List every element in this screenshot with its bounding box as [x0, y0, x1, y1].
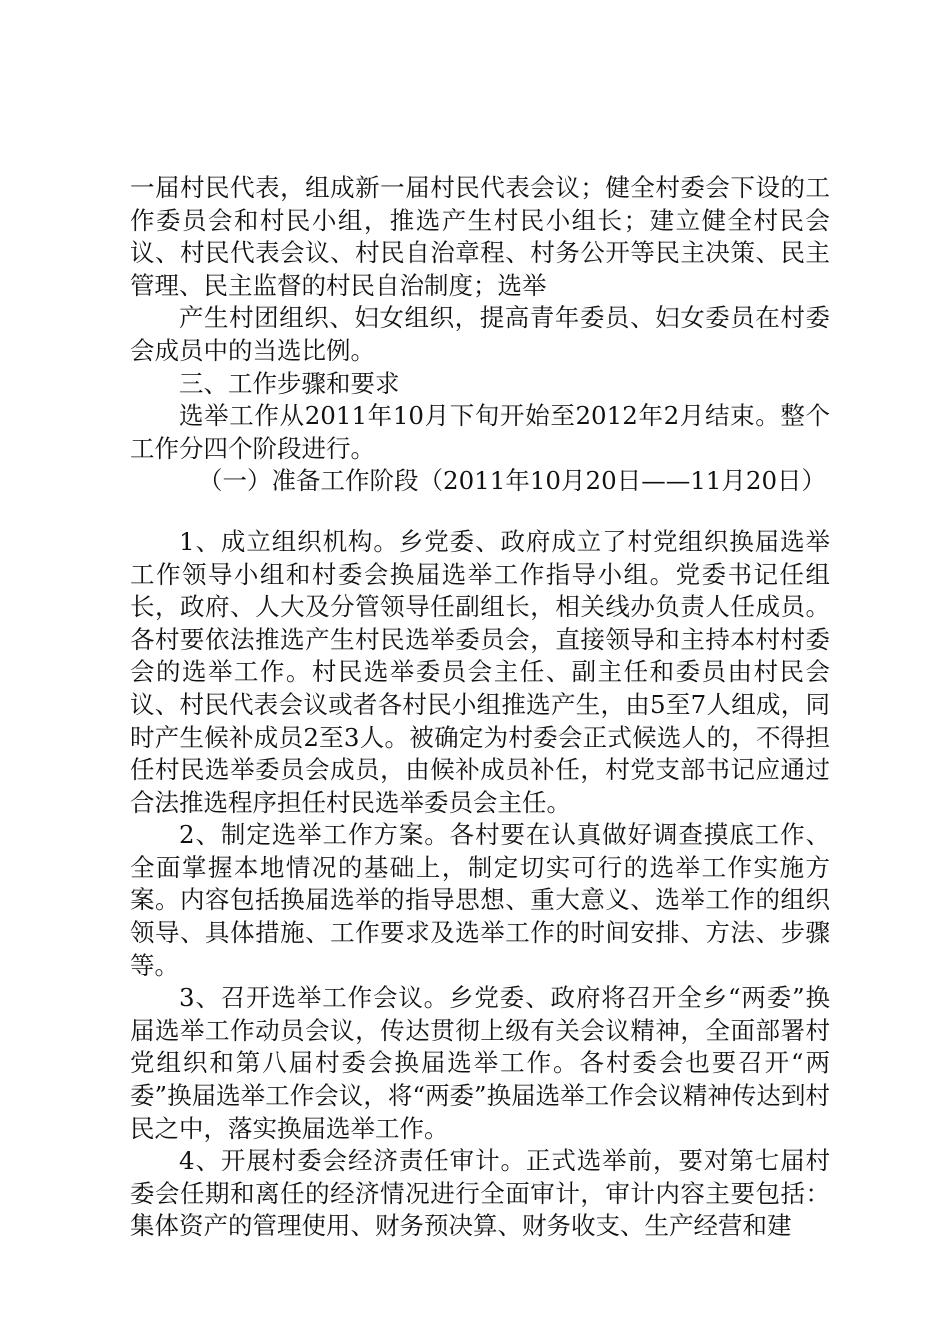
- paragraph-item-3: 3、召开选举工作会议。乡党委、政府将召开全乡“两委”换届选举工作动员会议，传达贯彻上级有关会议精神，全面部署村党组织和第八届村委会换届选举工作。各村委会也要召开“两委”换届选举工作会议，将“两委”换届选举工作会议精神传达到村民之中，落实换届选举工作。: [130, 983, 830, 1143]
- paragraph-youth-women: 产生村团组织、妇女组织，提高青年委员、妇女委员在村委会成员中的当选比例。: [130, 303, 830, 365]
- paragraph-item-1: 1、成立组织机构。乡党委、政府成立了村党组织换届选举工作领导小组和村委会换届选举工作指导小组。党委书记任组长，政府、人大及分管领导任副组长，相关线办负责人任成员。各村要依法推选产生村民选举委员会，直接领导和主持本村村委会的选举工作。村民选举委员会主任、副主任和委员由村民会议、村民代表会议或者各村民小组推选产生，由5至7人组成，同时产生候补成员2至3人。被确定为村委会正式候选人的，不得担任村民选举委员会成员，由候补成员补任，村党支部书记应通过合法推选程序担任村民选举委员会主任。: [130, 526, 830, 817]
- paragraph-gap: [130, 498, 830, 526]
- paragraph-schedule: 选举工作从2011年10月下旬开始至2012年2月结束。整个工作分四个阶段进行。: [130, 401, 830, 463]
- document-page: [130, 172, 830, 1243]
- subheading-preparation-stage: （一）准备工作阶段（2011年10月20日——11月20日）: [198, 466, 827, 496]
- paragraph-continuation: 一届村民代表，组成新一届村民代表会议；健全村委会下设的工作委员会和村民小组，推选产生村民小组长；建立健全村民会议、村民代表会议、村民自治章程、村务公开等民主决策、民主管理、民主监督的村民自治制度；选举: [130, 173, 830, 300]
- section-heading-steps: 三、工作步骤和要求: [179, 368, 400, 398]
- paragraph-item-4: 4、开展村委会经济责任审计。正式选举前，要对第七届村委会任期和离任的经济情况进行全面审计，审计内容主要包括：集体资产的管理使用、财务预决算、财务收支、生产经营和建: [130, 1146, 830, 1241]
- paragraph-item-2: 2、制定选举工作方案。各村要在认真做好调查摸底工作、全面掌握本地情况的基础上，制定切实可行的选举工作实施方案。内容包括换届选举的指导思想、重大意义、选举工作的组织领导、具体措施、工作要求及选举工作的时间安排、方法、步骤等。: [130, 820, 830, 980]
